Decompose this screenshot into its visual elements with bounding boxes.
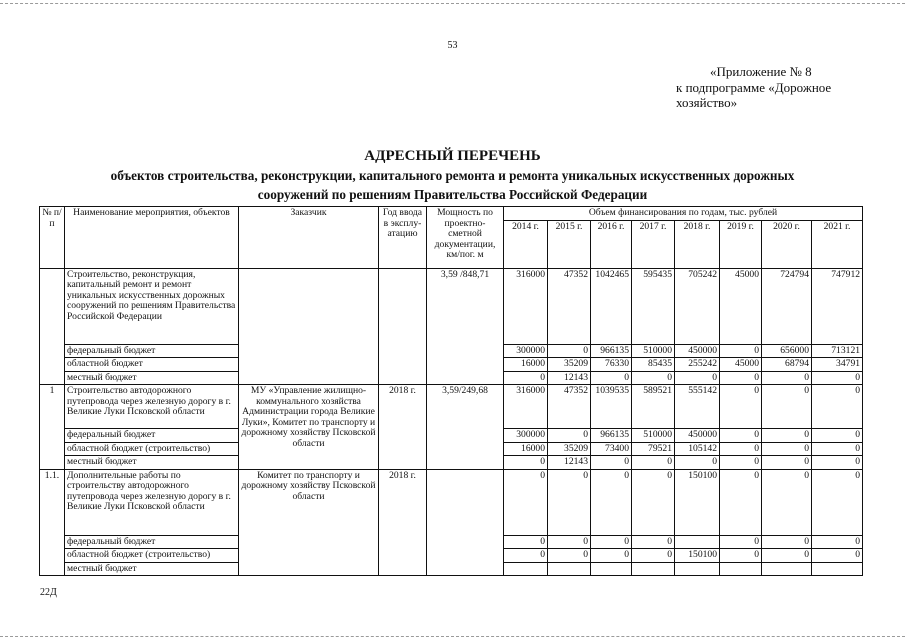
funding-value-2018: 450000	[675, 344, 720, 358]
row-label: областной бюджет (строительство)	[65, 442, 239, 456]
funding-value-2017: 595435	[632, 268, 675, 344]
funding-value-2018: 705242	[675, 268, 720, 344]
funding-value-2014	[504, 562, 548, 576]
funding-value-2017: 0	[632, 469, 675, 535]
funding-value-2017: 0	[632, 535, 675, 549]
row-commission-year: 2018 г.	[379, 469, 427, 576]
funding-value-2020: 656000	[762, 344, 812, 358]
row-commission-year: 2018 г.	[379, 385, 427, 470]
funding-value-2019	[720, 562, 762, 576]
funding-value-2019: 45000	[720, 268, 762, 344]
funding-value-2015: 35209	[548, 358, 591, 372]
row-capacity: 3,59 /848,71	[427, 268, 504, 385]
funding-value-2018	[675, 535, 720, 549]
funding-value-2016: 0	[591, 549, 632, 563]
funding-value-2019: 0	[720, 429, 762, 443]
funding-value-2016: 0	[591, 535, 632, 549]
header-customer: Заказчик	[239, 207, 379, 269]
funding-value-2021: 0	[812, 371, 863, 385]
funding-value-2021: 0	[812, 385, 863, 429]
row-label: областной бюджет	[65, 358, 239, 372]
funding-value-2018: 255242	[675, 358, 720, 372]
funding-value-2020	[762, 562, 812, 576]
row-capacity	[427, 469, 504, 576]
header-year-7: 2020 г.	[762, 220, 812, 268]
row-customer: МУ «Управление жилищно-коммунального хозяйства Администрации города Великие Луки», Комитет по транспорту и дорожному хозяйству Псковской области	[239, 385, 379, 470]
funding-value-2018: 150100	[675, 549, 720, 563]
funding-value-2020: 724794	[762, 268, 812, 344]
funding-value-2021: 747912	[812, 268, 863, 344]
funding-value-2021: 0	[812, 549, 863, 563]
funding-value-2019: 0	[720, 549, 762, 563]
funding-value-2018: 150100	[675, 469, 720, 535]
funding-table	[39, 206, 863, 576]
funding-value-2021: 0	[812, 469, 863, 535]
funding-value-2019: 0	[720, 456, 762, 470]
table-row	[40, 385, 863, 429]
table-row	[40, 469, 863, 535]
scan-edge-bottom	[0, 636, 905, 637]
funding-value-2015: 47352	[548, 385, 591, 429]
row-number: 1.1.	[40, 469, 65, 576]
funding-value-2016: 966135	[591, 344, 632, 358]
funding-value-2018: 450000	[675, 429, 720, 443]
funding-value-2017: 0	[632, 371, 675, 385]
funding-value-2018: 0	[675, 371, 720, 385]
funding-value-2017: 0	[632, 549, 675, 563]
row-label: местный бюджет	[65, 456, 239, 470]
funding-value-2017: 0	[632, 456, 675, 470]
document-title	[0, 147, 905, 203]
funding-value-2020: 0	[762, 535, 812, 549]
funding-value-2020: 0	[762, 385, 812, 429]
funding-value-2014: 0	[504, 549, 548, 563]
header-num: № п/п	[40, 207, 65, 269]
funding-value-2015: 47352	[548, 268, 591, 344]
funding-value-2020: 0	[762, 469, 812, 535]
funding-value-2021: 34791	[812, 358, 863, 372]
row-customer	[239, 268, 379, 385]
funding-value-2019: 0	[720, 535, 762, 549]
header-funding: Объем финансирования по годам, тыс. рублей	[504, 207, 863, 221]
appendix-line-2: к подпрограмме «Дорожное	[676, 79, 832, 95]
funding-value-2019: 45000	[720, 358, 762, 372]
funding-value-2014: 0	[504, 535, 548, 549]
row-label: федеральный бюджет	[65, 429, 239, 443]
funding-value-2018: 555142	[675, 385, 720, 429]
funding-value-2016: 73400	[591, 442, 632, 456]
title-subtitle-line-2: сооружений по решениям Правительства Российской Федерации	[257, 187, 648, 202]
funding-value-2014: 0	[504, 469, 548, 535]
header-year-8: 2021 г.	[812, 220, 863, 268]
page-number: 53	[447, 40, 458, 51]
funding-value-2015: 0	[548, 429, 591, 443]
funding-value-2014: 316000	[504, 268, 548, 344]
funding-value-2016: 0	[591, 371, 632, 385]
appendix-line-1: «Приложение № 8	[710, 64, 812, 79]
header-name: Наименование мероприятия, объектов	[65, 207, 239, 269]
footer-code: 22Д	[40, 587, 57, 598]
row-number: 1	[40, 385, 65, 470]
title-main: АДРЕСНЫЙ ПЕРЕЧЕНЬ	[364, 148, 541, 164]
header-capacity: Мощность по проектно-сметной документации, км/пог. м	[427, 207, 504, 269]
header-year-1: 2014 г.	[504, 220, 548, 268]
funding-value-2020: 0	[762, 456, 812, 470]
row-label: местный бюджет	[65, 371, 239, 385]
row-capacity: 3,59/249,68	[427, 385, 504, 470]
header-year-2: 2015 г.	[548, 220, 591, 268]
funding-value-2015: 0	[548, 535, 591, 549]
row-label: областной бюджет (строительство)	[65, 549, 239, 563]
funding-value-2021: 0	[812, 535, 863, 549]
funding-value-2017: 510000	[632, 344, 675, 358]
funding-value-2014: 300000	[504, 429, 548, 443]
funding-value-2016: 1039535	[591, 385, 632, 429]
funding-value-2015: 0	[548, 344, 591, 358]
funding-value-2016: 966135	[591, 429, 632, 443]
funding-value-2021: 0	[812, 456, 863, 470]
funding-value-2019: 0	[720, 344, 762, 358]
funding-value-2018	[675, 562, 720, 576]
funding-value-2020: 0	[762, 429, 812, 443]
funding-value-2019: 0	[720, 469, 762, 535]
table-row	[40, 268, 863, 344]
appendix-line-3: хозяйство»	[676, 95, 738, 110]
funding-value-2017: 79521	[632, 442, 675, 456]
row-label: Строительство, реконструкция, капитальный ремонт и ремонт уникальных искусственных дорожных сооружений по решениям Правительства Российской Федерации	[65, 268, 239, 344]
funding-value-2014: 0	[504, 371, 548, 385]
funding-value-2014: 16000	[504, 358, 548, 372]
funding-value-2014: 300000	[504, 344, 548, 358]
funding-value-2017: 589521	[632, 385, 675, 429]
row-label: Строительство автодорожного путепровода через железную дорогу в г. Великие Луки Псковской области	[65, 385, 239, 429]
scan-edge-top	[0, 3, 905, 4]
funding-value-2020: 0	[762, 371, 812, 385]
header-year-6: 2019 г.	[720, 220, 762, 268]
title-subtitle-line-1: объектов строительства, реконструкции, капитального ремонта и ремонта уникальных искусственных дорожных	[110, 168, 795, 183]
funding-value-2020: 68794	[762, 358, 812, 372]
funding-value-2016: 0	[591, 456, 632, 470]
funding-value-2020: 0	[762, 442, 812, 456]
funding-value-2015: 35209	[548, 442, 591, 456]
funding-value-2020: 0	[762, 549, 812, 563]
funding-value-2016: 1042465	[591, 268, 632, 344]
funding-value-2021: 0	[812, 442, 863, 456]
funding-value-2017: 85435	[632, 358, 675, 372]
funding-value-2021: 713121	[812, 344, 863, 358]
funding-value-2018: 0	[675, 456, 720, 470]
header-year-5: 2018 г.	[675, 220, 720, 268]
funding-value-2018: 105142	[675, 442, 720, 456]
funding-value-2019: 0	[720, 442, 762, 456]
row-number	[40, 268, 65, 385]
row-label: местный бюджет	[65, 562, 239, 576]
table-header-row	[40, 207, 863, 221]
row-commission-year	[379, 268, 427, 385]
row-label: Дополнительные работы по строительству автодорожного путепровода через железную дорогу в г. Великие Луки Псковской области	[65, 469, 239, 535]
funding-value-2021	[812, 562, 863, 576]
funding-value-2014: 16000	[504, 442, 548, 456]
header-year-3: 2016 г.	[591, 220, 632, 268]
funding-value-2014: 0	[504, 456, 548, 470]
funding-value-2019: 0	[720, 371, 762, 385]
row-label: федеральный бюджет	[65, 535, 239, 549]
row-label: федеральный бюджет	[65, 344, 239, 358]
funding-value-2016: 0	[591, 469, 632, 535]
funding-value-2016: 76330	[591, 358, 632, 372]
funding-value-2015: 12143	[548, 371, 591, 385]
header-year-4: 2017 г.	[632, 220, 675, 268]
funding-value-2015: 0	[548, 549, 591, 563]
funding-value-2017	[632, 562, 675, 576]
funding-value-2015: 12143	[548, 456, 591, 470]
funding-value-2014: 316000	[504, 385, 548, 429]
header-year: Год ввода в эксплу-атацию	[379, 207, 427, 269]
funding-value-2015: 0	[548, 469, 591, 535]
funding-value-2017: 510000	[632, 429, 675, 443]
funding-value-2021: 0	[812, 429, 863, 443]
funding-value-2019: 0	[720, 385, 762, 429]
row-customer: Комитет по транспорту и дорожному хозяйству Псковской области	[239, 469, 379, 576]
funding-value-2015	[548, 562, 591, 576]
funding-value-2016	[591, 562, 632, 576]
appendix-note	[676, 64, 876, 111]
